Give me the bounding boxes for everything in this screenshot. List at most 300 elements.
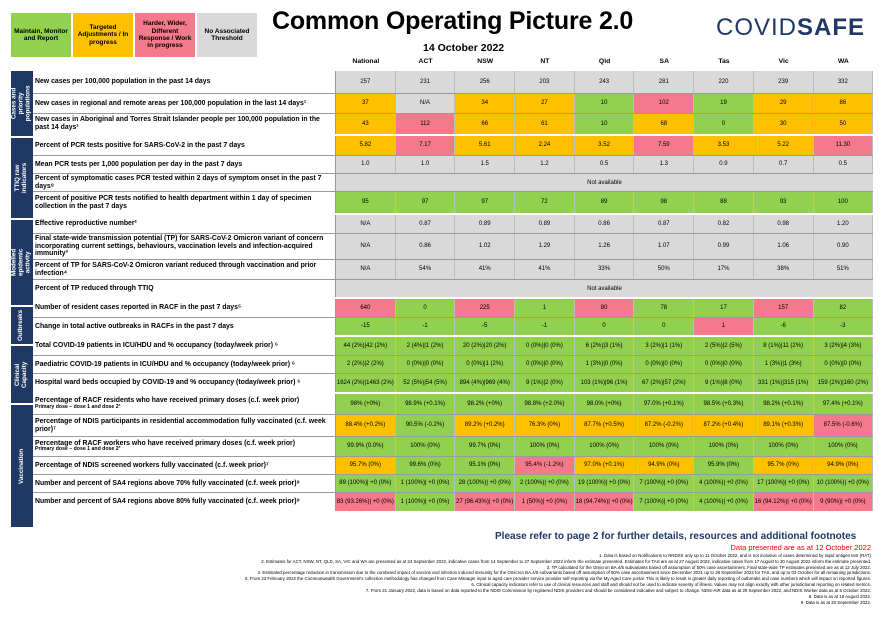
value-cell: 80 <box>575 299 635 317</box>
row-label-main: Total COVID-19 patients in ICU/HDU and % occupancy (today/week prior) ⁶ <box>35 342 279 350</box>
value-cell: 9 (1%)|2 (0%) <box>515 374 575 392</box>
table-row <box>33 113 873 134</box>
footnote: 1. Data is based on Notifications to NNDSS only up to 11 October 2022, and is not inclusive of cases determined by rapid antigen test (RAT) <box>599 553 871 558</box>
value-cell: 89 (100%)| +0 (0%) <box>336 475 396 492</box>
row-label-main: Change in total active outbreaks in RACFs in the past 7 days <box>35 322 234 330</box>
table-row <box>33 436 873 456</box>
footnote: 9. Data is as at 20 September 2022. <box>800 599 871 605</box>
value-cell: 100 <box>814 192 874 213</box>
value-cell: 4 (100%)| +0 (0%) <box>694 475 754 492</box>
column-header-vic: Vic <box>778 58 789 65</box>
value-cell: 97 <box>396 192 456 213</box>
indicator-rows <box>33 71 873 529</box>
value-cell: 0.7 <box>754 156 814 173</box>
value-cell: 1.29 <box>515 234 575 259</box>
value-cell: 0 <box>694 114 754 134</box>
value-cell: 54% <box>396 260 456 279</box>
row-label <box>33 337 336 355</box>
footnote: 3. TP calculated for the Omicron BA.4/5 subvariants based off assumption of 50% case ascertainment. Final state-wide TP estimates presented are as at 12 July 2022. <box>546 564 871 570</box>
logo-text-covid: COVID <box>716 14 798 41</box>
row-label-main: New cases in regional and remote areas per 100,000 population in the last 14 days¹ <box>35 99 307 107</box>
row-label-text <box>35 116 333 132</box>
row-label-main: Percent of TP reduced through TTIQ <box>35 284 154 292</box>
value-cell: 78 <box>634 299 694 317</box>
row-group <box>33 136 873 215</box>
category-0 <box>11 71 33 138</box>
row-label <box>33 114 336 134</box>
value-cell: 9 (1%)|8 (0%) <box>694 374 754 392</box>
value-cell: 95.4% (-1.2%) <box>515 457 575 474</box>
value-cell: N/A <box>336 234 396 259</box>
footnote: 8. Data is as at 18 August 2022. <box>808 593 871 599</box>
table-row <box>33 373 873 392</box>
value-cell: 99.6% (0%) <box>396 457 456 474</box>
row-label-text <box>35 285 154 293</box>
value-cell: 41% <box>515 260 575 279</box>
value-cell: 34 <box>455 94 515 113</box>
value-cell: 98% (+0%) <box>336 394 396 414</box>
value-cell: 257 <box>336 71 396 93</box>
value-cell: 33% <box>575 260 635 279</box>
value-cell: 0 (0%)|0 (0%) <box>814 356 874 373</box>
row-label-text <box>35 498 300 506</box>
value-cell: 3 (2%)|1 (1%) <box>634 337 694 355</box>
value-cell: 95.7% (0%) <box>336 457 396 474</box>
value-cell: 94.9% (0%) <box>634 457 694 474</box>
value-cell: 50% <box>634 260 694 279</box>
value-cell: 51% <box>814 260 874 279</box>
value-cell: 95.9% (0%) <box>694 457 754 474</box>
value-cell: 100% (0%) <box>754 437 814 456</box>
value-cell: 1 <box>694 318 754 335</box>
table-row <box>33 259 873 279</box>
row-label-text <box>35 235 333 259</box>
value-cell: 99.9% (0.0%) <box>336 437 396 456</box>
value-cell: 20 (2%)|20 (2%) <box>455 337 515 355</box>
value-cell: 0.89 <box>515 215 575 233</box>
legend <box>11 13 257 57</box>
row-label-main: Hospital ward beds occupied by COVID-19 and % occupancy (today/week prior) ⁶ <box>35 379 301 387</box>
value-cell: 157 <box>754 299 814 317</box>
column-header-wa: WA <box>837 58 849 65</box>
refer-note: Please refer to page 2 for further details, resources and additional footnotes <box>495 531 857 542</box>
value-cell: 100% (0%) <box>814 437 874 456</box>
row-label <box>33 394 336 414</box>
value-cell: 0 (0%)|0 (0%) <box>515 337 575 355</box>
table-row <box>33 337 873 355</box>
row-label-text <box>35 418 333 434</box>
row-label-text <box>35 304 241 312</box>
value-cell: 4 (100%)| +0 (0%) <box>694 493 754 511</box>
column-header-qld: Qld <box>598 58 611 65</box>
value-cell: 332 <box>814 71 874 93</box>
row-label-text <box>35 175 333 191</box>
row-label <box>33 156 336 173</box>
value-cell: 0.90 <box>814 234 874 259</box>
value-cell: 7 (100%)| +0 (0%) <box>634 493 694 511</box>
column-headers <box>336 58 873 65</box>
value-cell: 67 (2%)|57 (2%) <box>634 374 694 392</box>
table-row <box>33 414 873 436</box>
row-label <box>33 136 336 155</box>
category-label: TTIQ raw indicators <box>14 162 29 194</box>
covidsafe-logo <box>716 14 865 42</box>
category-3 <box>11 307 33 346</box>
row-label <box>33 437 336 456</box>
row-label-main: Percent of TP for SARS-CoV-2 Omicron variant reduced through vaccination and prior infection⁴ <box>35 261 317 277</box>
value-cell: 41% <box>455 260 515 279</box>
value-cell: 19 <box>694 94 754 113</box>
value-cell: 76.3% (0%) <box>515 415 575 436</box>
row-label-sub: Primary dose – dose 1 and dose 2³ <box>35 446 121 453</box>
category-4 <box>11 346 33 405</box>
value-cell: 98.2% (+0%) <box>455 394 515 414</box>
value-cell: 7.17 <box>396 136 456 155</box>
value-cell: 88.4% (+0.2%) <box>336 415 396 436</box>
row-label-text <box>35 323 234 331</box>
value-cell: 3 (2%)|4 (3%) <box>814 337 874 355</box>
value-cell: 1.0 <box>396 156 456 173</box>
table-row <box>33 136 873 155</box>
row-label-text <box>35 342 278 350</box>
row-label-main: New cases per 100,000 population in the past 14 days <box>35 78 211 86</box>
value-cell: 29 <box>754 94 814 113</box>
value-cell: 97.4% (+0.1%) <box>814 394 874 414</box>
value-cell: 220 <box>694 71 754 93</box>
row-label-main: Number and percent of SA4 regions above 70% fully vaccinated (c.f. week prior)⁹ <box>35 479 300 487</box>
row-label-main: Mean PCR tests per 1,000 population per day in the past 7 days <box>35 160 243 168</box>
value-cell: 68 <box>634 114 694 134</box>
value-cell: 100% (0%) <box>515 437 575 456</box>
legend-harder: Harder, Wider, Different Response / Work in progress <box>135 13 195 57</box>
value-cell: 87.5% (-0.6%) <box>814 415 874 436</box>
legend-no-threshold: No Associated Threshold <box>197 13 257 57</box>
value-cell: 0 (0%)|0 (0%) <box>694 356 754 373</box>
row-label-text <box>35 379 300 387</box>
row-label <box>33 374 336 392</box>
value-cell: 83 (93.26%)| +0 (0%) <box>336 493 396 511</box>
value-cell: 1.3 <box>634 156 694 173</box>
footnote: 4. Estimated percentage reduction in transmission due to the combined impact of vaccine and infection induced immunity for the Omicron BA.4/5 subvariants based off assumption of 50% case ascertainment since December 2021 up to 28 September 2022 for TAS, and up to 03 October for all remaining jurisdictions. <box>257 570 871 576</box>
value-cell: 6 (2%)|3 (1%) <box>575 337 635 355</box>
row-label <box>33 215 336 233</box>
value-cell: 66 <box>455 114 515 134</box>
value-cell: 640 <box>336 299 396 317</box>
value-cell: 2.24 <box>515 136 575 155</box>
value-cell: 52 (5%)|54 (5%) <box>396 374 456 392</box>
value-cell: 93 <box>754 192 814 213</box>
category-label: Clinical Capacity <box>14 361 28 388</box>
legend-targeted: Targeted Adjustments / In progress <box>73 13 133 57</box>
row-label-text <box>35 100 306 108</box>
row-group <box>33 337 873 394</box>
table-row <box>33 215 873 233</box>
value-cell: 82 <box>814 299 874 317</box>
category-2 <box>11 220 33 307</box>
value-cell: 159 (2%)|160 (2%) <box>814 374 874 392</box>
row-label-sub: Primary dose – dose 1 and dose 2³ <box>35 403 121 410</box>
row-label-main: Percentage of RACF workers who have received primary doses (c.f. week prior) <box>35 439 296 447</box>
row-label <box>33 318 336 335</box>
footnotes <box>11 553 871 605</box>
value-cell: 100% (0%) <box>694 437 754 456</box>
value-cell: 94.9% (0%) <box>814 457 874 474</box>
value-cell: 98.2% (+0.1%) <box>754 394 814 414</box>
value-cell: 0.87 <box>396 215 456 233</box>
column-header-act: ACT <box>418 58 433 65</box>
table-row <box>33 191 873 213</box>
value-cell: 8 (1%)|11 (2%) <box>754 337 814 355</box>
value-cell: N/A <box>336 260 396 279</box>
value-cell: 100% (0%) <box>396 437 456 456</box>
value-cell: 0 <box>396 299 456 317</box>
value-cell: 100% (0%) <box>575 437 635 456</box>
not-available-cell: Not available <box>336 280 873 297</box>
value-cell: 95 <box>336 192 396 213</box>
value-cell: 0.82 <box>694 215 754 233</box>
row-label-main: Percent of PCR tests positive for SARS-CoV-2 in the past 7 days <box>35 141 245 149</box>
value-cell: 18 (94.74%)| +0 (0%) <box>575 493 635 511</box>
category-label: Modelled epidemic activity <box>11 248 32 277</box>
value-cell: 894 (4%)|969 (4%) <box>455 374 515 392</box>
value-cell: 1.02 <box>455 234 515 259</box>
value-cell: 1 (50%)| +0 (0%) <box>515 493 575 511</box>
value-cell: 1 (3%)|1 (3%) <box>754 356 814 373</box>
value-cell: 99.7% (0%) <box>455 437 515 456</box>
value-cell: 98.8% (+2.0%) <box>515 394 575 414</box>
value-cell: 98.0% (+0%) <box>575 394 635 414</box>
row-label-text <box>35 195 333 211</box>
value-cell: 37 <box>336 94 396 113</box>
row-label-main: Percentage of RACF residents who have received primary doses (c.f. week prior) <box>35 397 300 405</box>
table-row <box>33 93 873 113</box>
value-cell: 1 (3%)|0 (0%) <box>575 356 635 373</box>
row-label-text <box>35 462 269 470</box>
column-header-nt: NT <box>540 58 550 65</box>
row-label-main: Percent of symptomatic cases PCR tested within 2 days of symptom onset in the past 7 days⁸ <box>35 174 322 190</box>
row-label-main: Number of resident cases reported in RACF in the past 7 days⁵ <box>35 304 242 312</box>
row-label <box>33 174 336 191</box>
logo-text-safe: SAFE <box>797 14 866 41</box>
value-cell: 17 (100%)| +0 (0%) <box>754 475 814 492</box>
category-1 <box>11 138 33 220</box>
table-row <box>33 233 873 259</box>
value-cell: 1.5 <box>455 156 515 173</box>
value-cell: 44 (2%)|42 (2%) <box>336 337 396 355</box>
table-row <box>33 492 873 511</box>
value-cell: 0.89 <box>455 215 515 233</box>
value-cell: 1 (100%)| +0 (0%) <box>396 475 456 492</box>
value-cell: 95.7% (0%) <box>754 457 814 474</box>
value-cell: 86 <box>814 94 874 113</box>
row-label <box>33 280 336 297</box>
value-cell: 38% <box>754 260 814 279</box>
table-row <box>33 155 873 173</box>
value-cell: 3.53 <box>694 136 754 155</box>
value-cell: 0 (0%)|1 (2%) <box>455 356 515 373</box>
table-row <box>33 394 873 414</box>
value-cell: 95.1% (0%) <box>455 457 515 474</box>
row-label-text <box>35 78 210 86</box>
value-cell: 98.5% (+0.3%) <box>694 394 754 414</box>
value-cell: 90.5% (-0.2%) <box>396 415 456 436</box>
value-cell: 19 (100%)| +0 (0%) <box>575 475 635 492</box>
value-cell: 9 (90%)| +0 (0%) <box>814 493 874 511</box>
value-cell: 72 <box>515 192 575 213</box>
page-title: Common Operating Picture 2.0 <box>272 7 634 35</box>
value-cell: 1.07 <box>634 234 694 259</box>
row-label-text <box>35 397 299 411</box>
value-cell: 281 <box>634 71 694 93</box>
value-cell: 225 <box>455 299 515 317</box>
column-header-national: National <box>352 58 380 65</box>
row-label-main: Number and percent of SA4 regions above 80% fully vaccinated (c.f. week prior)⁹ <box>35 498 300 506</box>
row-label-text <box>35 361 295 369</box>
value-cell: -1 <box>515 318 575 335</box>
table-row <box>33 474 873 492</box>
value-cell: 256 <box>455 71 515 93</box>
row-label <box>33 71 336 93</box>
row-label-main: Percent of positive PCR tests notified to health department within 1 day of specimen collection in the past 7 days <box>35 194 312 210</box>
row-label-text <box>35 480 300 488</box>
footnote: 6. Clinical capacity indicators refer to use of clinical resources and staff and should not be used to indicate severity of illness. Values may not align exactly with other jurisdictional reporting on related metrics. <box>471 582 871 588</box>
value-cell: 203 <box>515 71 575 93</box>
value-cell: 17% <box>694 260 754 279</box>
value-cell: 27 (96.43%)| +0 (0%) <box>455 493 515 511</box>
row-label <box>33 493 336 511</box>
value-cell: 0.86 <box>575 215 635 233</box>
value-cell: 0.5 <box>575 156 635 173</box>
row-label <box>33 260 336 279</box>
value-cell: 1.26 <box>575 234 635 259</box>
row-label-text <box>35 440 295 454</box>
value-cell: 0.98 <box>754 215 814 233</box>
table-row <box>33 355 873 373</box>
footnote: 2. Estimates for ACT, NSW, NT, QLD, SA, VIC and WA are presented as at 24 September 2022, indicative cases from 14 September to 27 September 2022 inform the estimate presented. Estimates for TAS are as at 27 August 2022, indicative cases from 17 August to 30 August 2022 inform the estimate presented. <box>261 558 871 564</box>
value-cell: 27 <box>515 94 575 113</box>
category-label: Vaccination <box>17 448 25 484</box>
value-cell: 231 <box>396 71 456 93</box>
value-cell: 102 <box>634 94 694 113</box>
value-cell: 0.87 <box>634 215 694 233</box>
table-row <box>33 317 873 335</box>
value-cell: 10 <box>575 94 635 113</box>
table-row <box>33 71 873 93</box>
value-cell: 0.5 <box>814 156 874 173</box>
value-cell: 0.86 <box>396 234 456 259</box>
row-label <box>33 299 336 317</box>
value-cell: 0 (0%)|0 (0%) <box>634 356 694 373</box>
column-header-sa: SA <box>659 58 669 65</box>
value-cell: 243 <box>575 71 635 93</box>
row-group <box>33 215 873 299</box>
category-label: Outbreaks <box>17 309 25 342</box>
value-cell: 89 <box>575 192 635 213</box>
value-cell: 10 <box>575 114 635 134</box>
value-cell: 5.82 <box>336 136 396 155</box>
value-cell: 1.2 <box>515 156 575 173</box>
table-row <box>33 173 873 191</box>
value-cell: 2 (5%)|2 (5%) <box>694 337 754 355</box>
value-cell: 10 (100%)| +0 (0%) <box>814 475 874 492</box>
category-5 <box>11 405 33 529</box>
category-column <box>11 71 33 529</box>
value-cell: 1 <box>515 299 575 317</box>
value-cell: 1.06 <box>754 234 814 259</box>
value-cell: 43 <box>336 114 396 134</box>
column-header-tas: Tas <box>718 58 730 65</box>
value-cell: 1.20 <box>814 215 874 233</box>
table-row <box>33 279 873 297</box>
value-cell: 2 (4%)|1 (2%) <box>396 337 456 355</box>
value-cell: 11.30 <box>814 136 874 155</box>
value-cell: 2 (100%)| +0 (0%) <box>515 475 575 492</box>
indicator-table <box>11 71 873 529</box>
legend-maintain: Maintain, Monitor and Report <box>11 13 71 57</box>
row-label-main: Paediatric COVID-19 patients in ICU/HDU and % occupancy (today/week prior) ⁶ <box>35 360 296 368</box>
value-cell: 97.0% (+0.1%) <box>634 394 694 414</box>
value-cell: 17 <box>694 299 754 317</box>
row-label-main: Percentage of NDIS participants in residential accommodation fully vaccinated (c.f. week prior)⁷ <box>35 417 326 433</box>
value-cell: 50 <box>814 114 874 134</box>
value-cell: 98.9% (+0.1%) <box>396 394 456 414</box>
value-cell: 1624 (2%)|1463 (2%) <box>336 374 396 392</box>
value-cell: 5.61 <box>455 136 515 155</box>
value-cell: 112 <box>396 114 456 134</box>
value-cell: 30 <box>754 114 814 134</box>
value-cell: 100% (0%) <box>634 437 694 456</box>
value-cell: N/A <box>336 215 396 233</box>
value-cell: 103 (1%)|96 (1%) <box>575 374 635 392</box>
value-cell: 0.9 <box>694 156 754 173</box>
value-cell: 97 <box>455 192 515 213</box>
row-label-text <box>35 142 245 150</box>
table-row <box>33 299 873 317</box>
row-label <box>33 415 336 436</box>
value-cell: 0 (0%)|0 (0%) <box>515 356 575 373</box>
value-cell: 0.99 <box>694 234 754 259</box>
value-cell: 61 <box>515 114 575 134</box>
column-header-nsw: NSW <box>477 58 494 65</box>
value-cell: 1.0 <box>336 156 396 173</box>
value-cell: 0 (0%)|0 (0%) <box>396 356 456 373</box>
row-label-main: New cases in Aboriginal and Torres Strait Islander people per 100,000 population in the past 14 days¹ <box>35 116 320 131</box>
value-cell: 87.7% (+0.5%) <box>575 415 635 436</box>
value-cell: 28 (100%)| +0 (0%) <box>455 475 515 492</box>
row-label <box>33 457 336 474</box>
row-label-text <box>35 262 333 278</box>
value-cell: 5.22 <box>754 136 814 155</box>
value-cell: 239 <box>754 71 814 93</box>
value-cell: -5 <box>455 318 515 335</box>
row-label-main: Effective reproductive number² <box>35 220 137 228</box>
value-cell: N/A <box>396 94 456 113</box>
value-cell: 7 (100%)| +0 (0%) <box>634 475 694 492</box>
value-cell: 97.0% (+0.1%) <box>575 457 635 474</box>
row-label-text <box>35 161 242 169</box>
report-date: 14 October 2022 <box>423 42 505 54</box>
footnote: 5. From 23 February 2022 the Commonwealth Government's collection methodology has changed from Case Manager input to aged care provider service provider self-reporting via the My Aged Care portal. This is likely to result in greater daily reporting of outbreaks and case numbers which will impact on reported figures. <box>244 576 871 582</box>
row-label-main: Percentage of NDIS screened workers fully vaccinated (c.f. week prior)⁷ <box>35 461 269 469</box>
value-cell: 0 <box>575 318 635 335</box>
value-cell: 1 (100%)| +0 (0%) <box>396 493 456 511</box>
value-cell: 16 (94.12%)| +0 (0%) <box>754 493 814 511</box>
row-label <box>33 475 336 492</box>
value-cell: 89.2% (+0.2%) <box>455 415 515 436</box>
value-cell: -3 <box>814 318 874 335</box>
data-presented-note: Data presented are as at 12 October 2022 <box>730 543 871 552</box>
value-cell: 3.52 <box>575 136 635 155</box>
